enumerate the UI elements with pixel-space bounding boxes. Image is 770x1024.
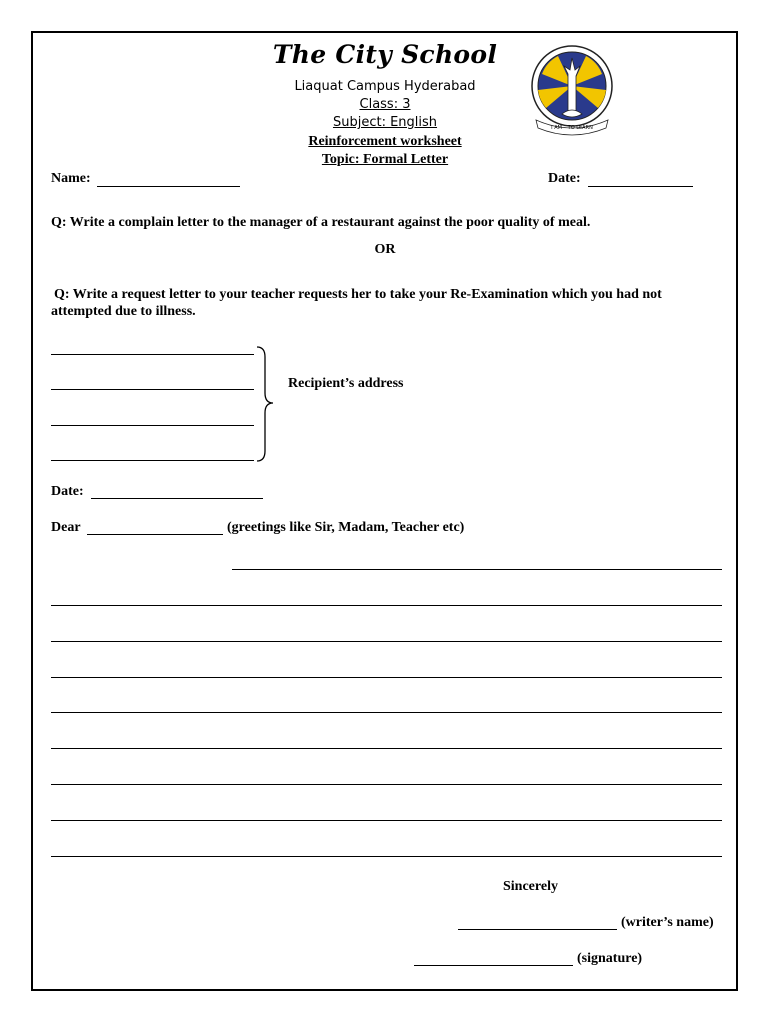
subject-text: Subject: English: [332, 115, 438, 130]
worksheet-title: [0, 134, 770, 150]
subject-label: [0, 115, 770, 130]
sincerely-text: Sincerely: [503, 879, 558, 894]
question-2-line-2: attempted due to illness.: [51, 304, 196, 319]
greeting-hint: (greetings like Sir, Madam, Teacher etc): [227, 520, 465, 535]
name-label: Name:: [51, 171, 91, 186]
question-1: Q: Write a complain letter to the manager of a restaurant against the poor quality of meal.: [51, 215, 591, 230]
body-line-1[interactable]: [232, 569, 722, 570]
date-label: Date:: [548, 171, 581, 186]
class-text: Class: 3: [359, 97, 411, 112]
campus-name: Liaquat Campus Hyderabad: [294, 79, 476, 94]
body-line-2[interactable]: [51, 605, 722, 606]
dear-label: Dear: [51, 520, 81, 535]
body-line-3[interactable]: [51, 641, 722, 642]
curly-brace-icon: [255, 345, 279, 465]
or-separator: OR: [374, 242, 396, 257]
greeting-field[interactable]: [87, 534, 223, 535]
body-line-5[interactable]: [51, 712, 722, 713]
writer-name-label: (writer’s name): [621, 915, 714, 930]
crest-motto: I AM – TO LEARN: [551, 125, 593, 131]
body-line-7[interactable]: [51, 784, 722, 785]
page-border: [31, 31, 738, 991]
letter-date-label: Date:: [51, 484, 84, 499]
class-label: [0, 97, 770, 112]
school-name: The City School: [272, 40, 498, 69]
worksheet-text: Reinforcement worksheet: [308, 134, 462, 149]
writer-name-field[interactable]: [458, 929, 617, 930]
signature-label: (signature): [577, 951, 643, 966]
body-line-4[interactable]: [51, 677, 722, 678]
address-line-1[interactable]: [51, 354, 254, 355]
address-line-3[interactable]: [51, 425, 254, 426]
recipient-address-label: Recipient’s address: [288, 376, 404, 391]
body-line-8[interactable]: [51, 820, 722, 821]
date-field[interactable]: [588, 186, 693, 187]
letter-date-field[interactable]: [91, 498, 263, 499]
signature-field[interactable]: [414, 965, 573, 966]
school-crest-icon: [528, 44, 616, 138]
body-line-6[interactable]: [51, 748, 722, 749]
topic-text: Topic: Formal Letter: [321, 152, 449, 167]
address-line-2[interactable]: [51, 389, 254, 390]
address-line-4[interactable]: [51, 460, 254, 461]
body-line-9[interactable]: [51, 856, 722, 857]
question-2-line-1: Q: Write a request letter to your teacher requests her to take your Re-Examination which you had not: [54, 287, 662, 302]
name-field[interactable]: [97, 186, 240, 187]
topic-title: [0, 152, 770, 168]
